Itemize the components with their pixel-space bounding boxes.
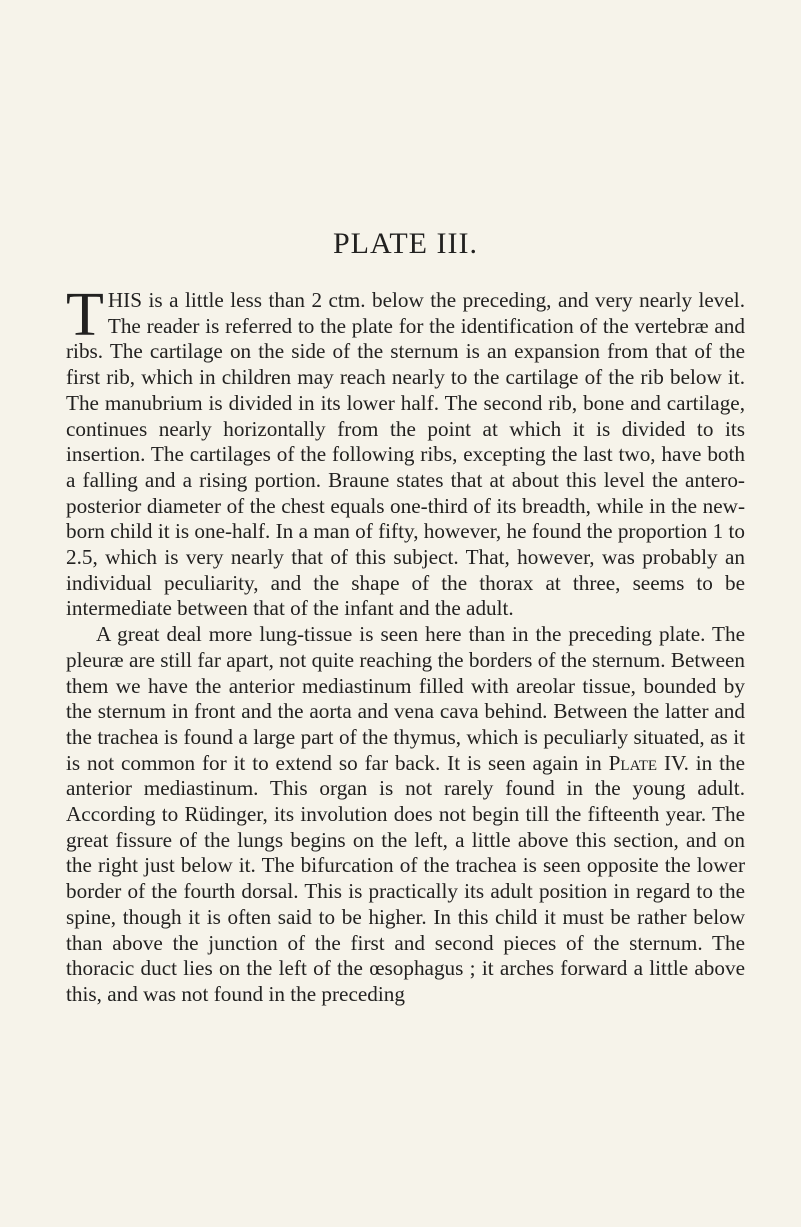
plate-title: PLATE III. (333, 227, 478, 260)
plate-reference: Plate IV. (608, 750, 689, 775)
body-text (66, 281, 745, 1008)
paragraph-2 (66, 622, 745, 1008)
paragraph-2-text-before: A great deal more lung-tissue is seen here than in the preceding plate. The pleuræ are still far apart, not quite reaching the borders of the sternum. Between them we have the anterior mediastinum filled with areolar tissue, bounded by the sternum in front and the aorta and vena cava behind. Between the latter and the trachea is found a large part of the thymus, which is peculiarly situated, as it is not common for it to extend so far back. It is seen again in (66, 622, 745, 775)
book-page (66, 0, 745, 1227)
paragraph-2-text-after: in the anterior mediastinum. This organ is not rarely found in the young adult. According to Rüdinger, its involution does not begin till the fifteenth year. The great fissure of the lungs begins on the left, a little above this section, and on the right just below it. The bifurcation of the trachea is seen opposite the lower border of the fourth dorsal. This is practically its adult position in regard to the spine, though it is often said to be higher. In this child it must be rather below than above the junction of the first and second pieces of the sternum. The thoracic duct lies on the left of the œsophagus ; it arches forward a little above this, and was not found in the preceding (66, 750, 745, 1006)
paragraph-1 (66, 281, 745, 622)
drop-cap: T (66, 281, 104, 349)
paragraph-1-text: HIS is a little less than 2 ctm. below the preceding, and very nearly level. The reader is referred to the plate for the identification of the vertebræ and ribs. The cartilage on the side of the sternum is an expansion from that of the first rib, which in children may reach nearly to the cartilage of the rib below it. The manubrium is divided in its lower half. The second rib, bone and cartilage, continues nearly horizontally from the point at which it is divided to its insertion. The cartilages of the following ribs, excepting the last two, have both a falling and a rising portion. Braune states that at about this level the antero-posterior diameter of the chest equals one-third of its breadth, while in the new-born child it is one-half. In a man of fifty, however, he found the proportion 1 to 2.5, which is very nearly that of this subject. That, however, was probably an individual peculiarity, and the shape of the thorax at three, seems to be intermediate between that of the infant and the adult. (66, 288, 745, 621)
